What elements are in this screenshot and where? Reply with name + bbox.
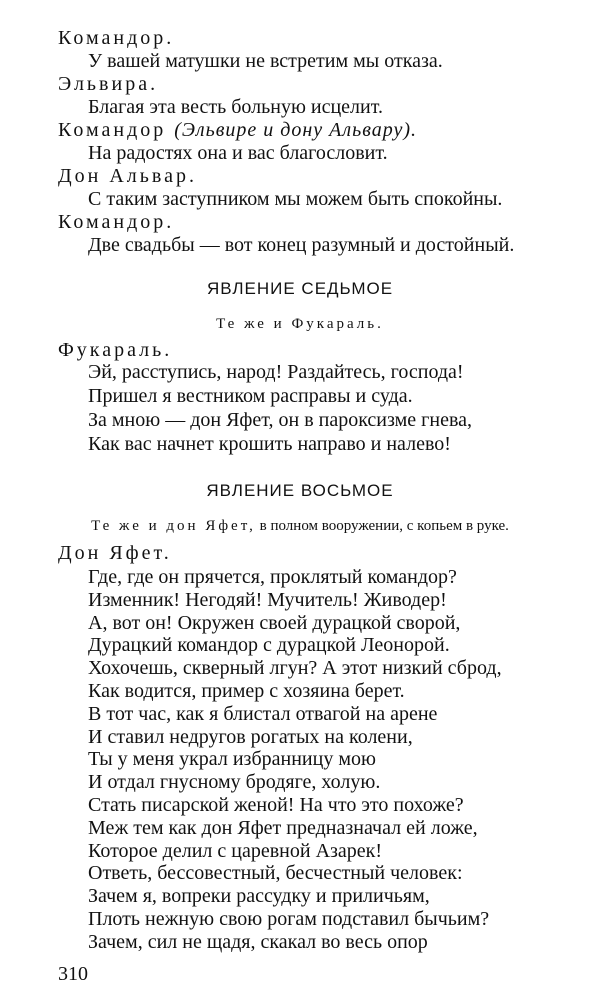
speaker-name: Эльвира. xyxy=(58,73,159,95)
cast-list: Те же и дон Яфет, в полном вооружении, с копьем в руке. xyxy=(91,518,509,534)
verse-line: Которое делил с царевной Азарек! xyxy=(88,839,383,862)
scene-title: ЯВЛЕНИЕ СЕДЬМОЕ xyxy=(206,279,394,298)
verse-line: В тот час, как я блистал отвагой на арене xyxy=(88,702,438,725)
stage-direction: (Эльвире и дону Альвару). xyxy=(174,119,418,141)
verse-line: Как водится, пример с хозяина берет. xyxy=(88,680,405,702)
verse-line: На радостях она и вас благословит. xyxy=(88,142,388,164)
verse-line: У вашей матушки не встретим мы отказа. xyxy=(88,50,443,72)
verse-line: Изменник! Негодяй! Мучитель! Живодер! xyxy=(88,588,447,611)
verse-line: Как вас начнет крошить направо и налево! xyxy=(88,433,451,455)
speaker-name: Фукараль. xyxy=(58,339,173,361)
verse-line: Хохочешь, скверный лгун? А этот низкий сброд, xyxy=(88,657,502,680)
verse-line: И отдал гнусному бродяге, холую. xyxy=(88,771,381,794)
verse-line: Меж тем как дон Яфет предназначал ей ложе, xyxy=(88,816,478,839)
cast-list: Те же и Фукараль. xyxy=(216,316,384,332)
verse-line: Эй, расступись, народ! Раздайтесь, господа! xyxy=(88,361,464,383)
verse-line: И ставил недругов рогатых на колени, xyxy=(88,725,413,748)
verse-line: Благая эта весть больную исцелит. xyxy=(88,96,383,118)
verse-line: Дурацкий командор с дурацкой Леонорой. xyxy=(88,634,450,657)
speaker-name: Командор. xyxy=(58,27,175,49)
verse-line: Пришел я вестником расправы и суда. xyxy=(88,385,413,407)
verse-line: Где, где он прячется, проклятый командор? xyxy=(88,566,457,588)
speaker-name: Дон Яфет. xyxy=(58,542,172,564)
verse-line: А, вот он! Окружен своей дурацкой сворой, xyxy=(88,611,461,634)
scene-title: ЯВЛЕНИЕ ВОСЬМОЕ xyxy=(206,481,394,500)
verse-line: За мною — дон Яфет, он в пароксизме гнева, xyxy=(88,409,473,431)
verse-line: Стать писарской женой! На что это похоже? xyxy=(88,794,464,816)
verse-line: Плоть нежную свою рогам подставил бычьим? xyxy=(88,908,490,930)
verse-line: Зачем, сил не щадя, скакал во весь опор xyxy=(88,930,428,953)
speaker-name: Командор (Эльвире и дону Альвару). xyxy=(58,119,418,141)
verse-line: Ответь, бессовестный, бесчестный человек: xyxy=(88,862,463,885)
verse-line: Две свадьбы — вот конец разумный и достойный. xyxy=(88,234,515,256)
verse-line: С таким заступником мы можем быть спокойны. xyxy=(88,188,503,210)
verse-line: Зачем я, вопреки рассудку и приличьям, xyxy=(88,885,430,908)
page-number: 310 xyxy=(58,963,88,985)
speaker-name: Дон Альвар. xyxy=(58,165,197,187)
verse-line: Ты у меня украл избранницу мою xyxy=(88,748,376,771)
speaker-name: Командор. xyxy=(58,211,175,233)
